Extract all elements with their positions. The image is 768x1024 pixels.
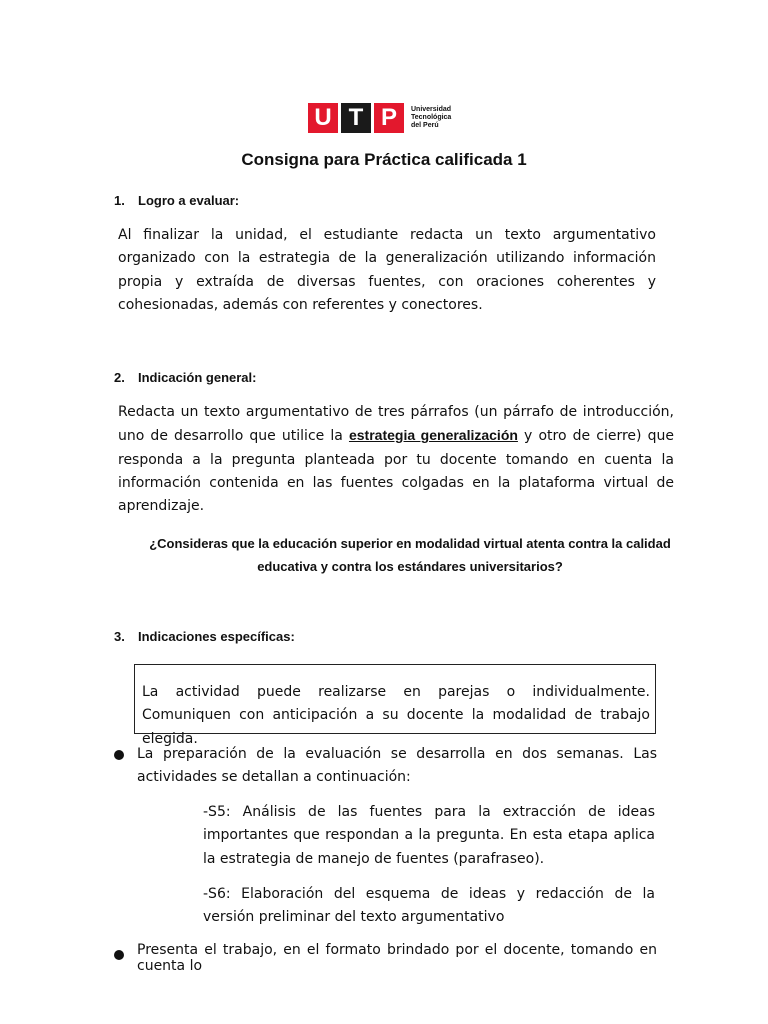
activity-modality-box [134,664,656,747]
section-1-heading: 1. Logro a evaluar: [114,193,240,208]
strategy-emphasis: estrategia generalización [348,427,518,444]
logo-university-name: Universidad Tecnológica del Perú [411,106,452,129]
activity-modality-text: La actividad puede realizarse en parejas o individualmente. Comuniquen con anticipación a su docente la modalidad de trabajo elegida. [142,684,650,747]
section-2-heading: 2. Indicación general: [114,370,257,385]
sub-item-s6: -S6: Elaboración del esquema de ideas y redacción de la versión preliminar del texto argumentativo [203,886,655,926]
section-1-number: 1. [114,193,125,208]
section-2-paragraph: Redacta un texto argumentativo de tres párrafos (un párrafo de introducción, uno de desarrollo que utilice la estrategia generalización y otro de cierre) que responda a la pregunta planteada por tu docente tomando en cuenta la información contenida en las fuentes colgadas en la plataforma virtual de aprendizaje. [118,404,675,515]
logo-letter-t: T [341,103,371,133]
bullet-icon [114,950,124,960]
section-3-number: 3. [114,629,125,644]
utp-logo [308,103,451,133]
section-1-paragraph: Al finalizar la unidad, el estudiante redacta un texto argumentativo organizado con la estrategia de la generalización utilizando información propia y extraída de diversas fuentes, con oraciones coherentes y cohesionadas, además con referentes y conectores. [118,227,656,313]
section-3-heading: 3. Indicaciones específicas: [114,629,295,644]
bullet-preparation: La preparación de la evaluación se desarrolla en dos semanas. Las actividades se detallan a continuación: [137,746,657,786]
section-2-number: 2. [114,370,125,385]
bullet-icon [114,750,124,760]
logo-letter-u: U [308,103,338,133]
page-title: Consigna para Práctica calificada 1 [241,150,527,169]
guiding-question: ¿Consideras que la educación superior en modalidad virtual atenta contra la calidad educativa y contra los estándares universitarios? [149,536,671,574]
logo-letter-p: P [374,103,404,133]
bullet-presentation: Presenta el trabajo, en el formato brindado por el docente, tomando en cuenta lo [137,942,657,974]
sub-item-s5: -S5: Análisis de las fuentes para la extracción de ideas importantes que respondan a la pregunta. En esta etapa aplica la estrategia de manejo de fuentes (parafraseo). [203,804,655,867]
